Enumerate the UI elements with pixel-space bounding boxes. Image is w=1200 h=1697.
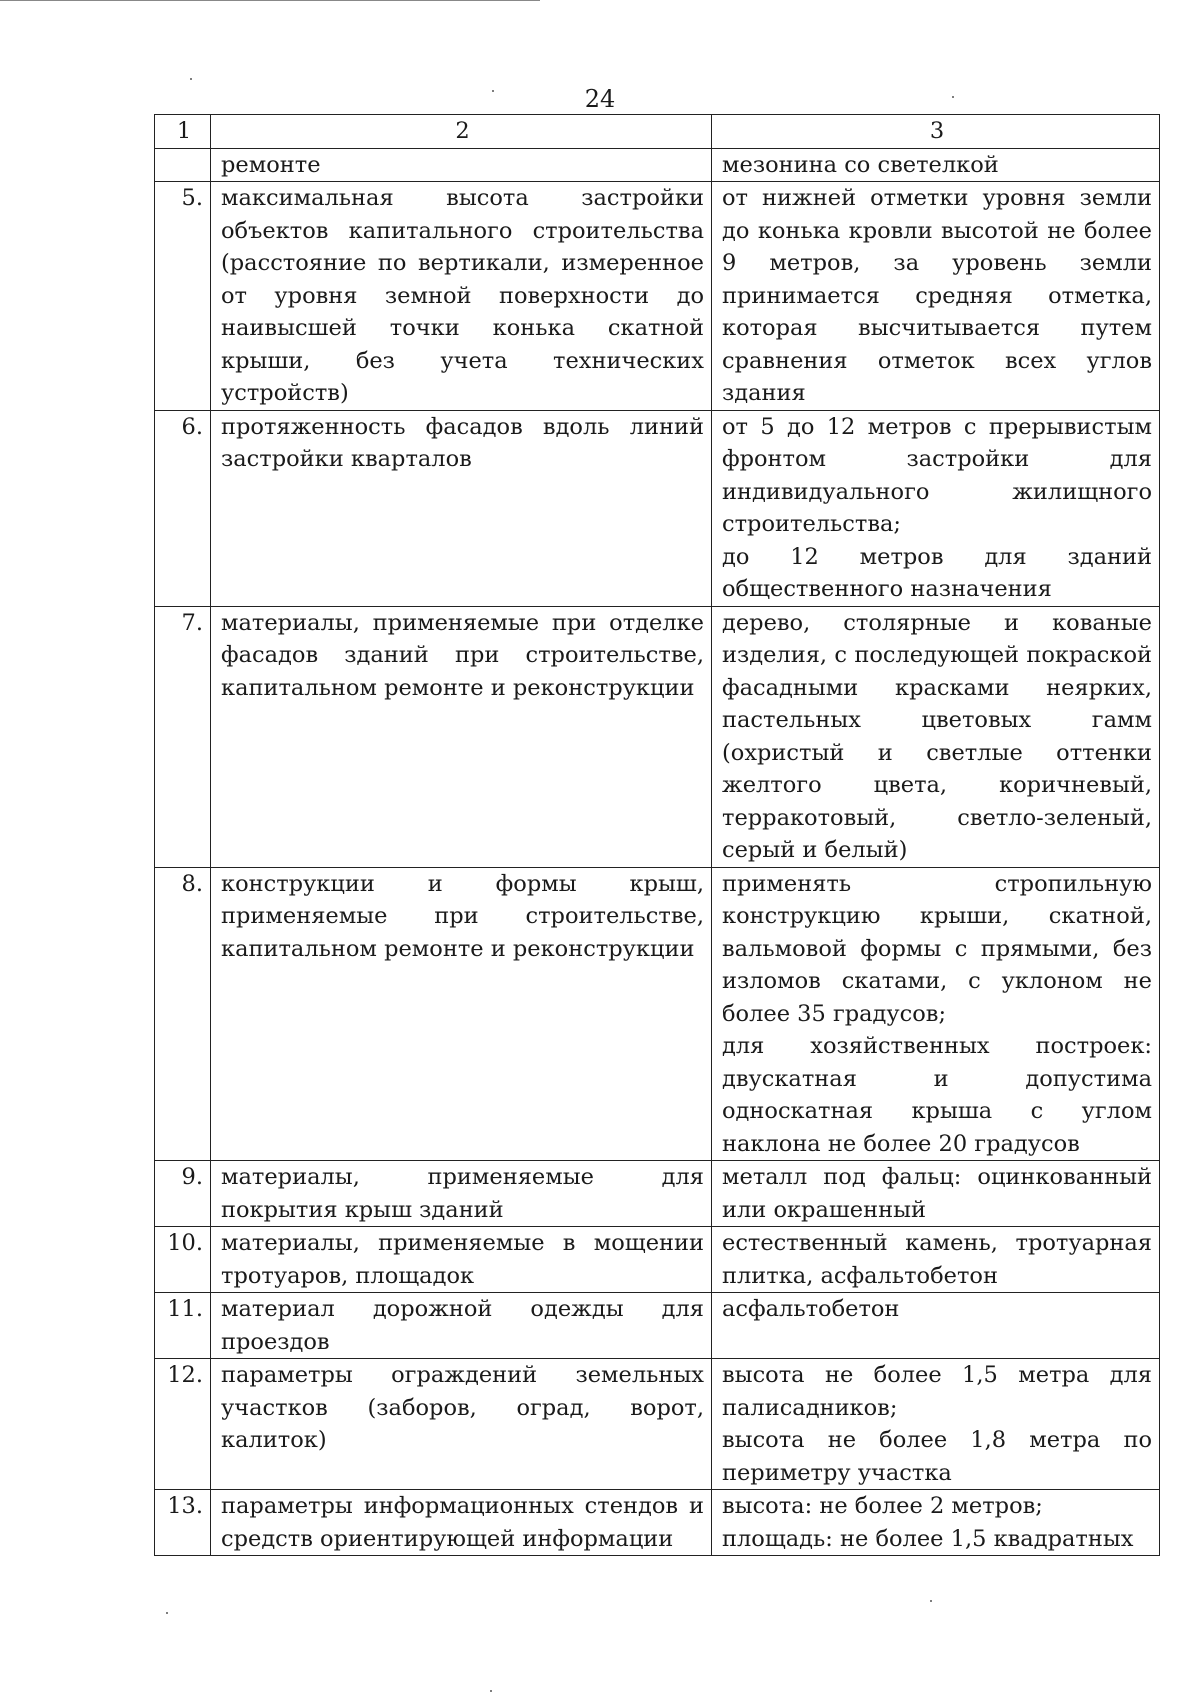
scan-speck	[952, 96, 954, 98]
requirements-table	[154, 114, 1160, 1556]
table-row	[155, 182, 1160, 411]
value-line: для хозяйственных построек: двускатная и допустима односкатная крыша с углом наклона не более 20 градусов	[722, 1033, 1152, 1157]
row-number: 8.	[155, 867, 211, 1161]
value-cell: естественный камень, тротуарная плитка, асфальтобетон	[712, 1227, 1160, 1293]
parameter-cell: материалы, применяемые для покрытия крыш зданий	[211, 1161, 712, 1227]
table-row	[155, 606, 1160, 867]
value-cell: асфальтобетон	[712, 1293, 1160, 1359]
row-number: 12.	[155, 1359, 211, 1490]
value-line: высота: не более 2 метров;	[722, 1493, 1043, 1519]
row-number: 5.	[155, 182, 211, 411]
parameter-cell: материалы, применяемые при отделке фасадов зданий при строительстве, капитальном ремонте и реконструкции	[211, 606, 712, 867]
value-cell: дерево, столярные и кованые изделия, с последующей покраской фасадными красками неярких, пастельных цветовых гамм (охристый и светлые оттенки желтого цвета, коричневый, терракотовый, светло-зеленый, серый и белый)	[712, 606, 1160, 867]
table-row	[155, 148, 1160, 182]
scan-speck	[166, 1612, 168, 1614]
row-number: 13.	[155, 1490, 211, 1556]
parameter-cell: материал дорожной одежды для проездов	[211, 1293, 712, 1359]
scan-artifact-line	[0, 0, 540, 1]
value-line: до 12 метров для зданий общественного назначения	[722, 543, 1152, 602]
page-number: 24	[584, 85, 616, 113]
scan-speck	[490, 1690, 492, 1692]
value-line: высота не более 1,8 метра по периметру участка	[722, 1427, 1152, 1486]
value-line: высота не более 1,5 метра для палисадников;	[722, 1362, 1152, 1421]
row-number: 6.	[155, 410, 211, 606]
table-row	[155, 1227, 1160, 1293]
parameter-cell: ремонте	[211, 148, 712, 182]
parameter-cell: параметры информационных стендов и средств ориентирующей информации	[211, 1490, 712, 1556]
value-cell	[712, 1359, 1160, 1490]
parameter-cell: параметры ограждений земельных участков (заборов, оград, ворот, калиток)	[211, 1359, 712, 1490]
header-cell-1: 1	[155, 115, 211, 149]
table-row	[155, 1490, 1160, 1556]
value-line: площадь: не более 1,5 квадратных	[722, 1525, 1134, 1552]
table-row	[155, 410, 1160, 606]
row-number: 10.	[155, 1227, 211, 1293]
table-row	[155, 1293, 1160, 1359]
value-cell	[712, 1490, 1160, 1556]
table-row	[155, 1161, 1160, 1227]
parameter-cell: протяженность фасадов вдоль линий застройки кварталов	[211, 410, 712, 606]
row-number: 9.	[155, 1161, 211, 1227]
table-header-row	[155, 115, 1160, 149]
value-cell	[712, 867, 1160, 1161]
value-cell: от нижней отметки уровня земли до конька кровли высотой не более 9 метров, за уровень земли принимается средняя отметка, которая высчитывается путем сравнения отметок всех углов здания	[712, 182, 1160, 411]
parameter-cell: материалы, применяемые в мощении тротуаров, площадок	[211, 1227, 712, 1293]
parameter-cell: максимальная высота застройки объектов капитального строительства (расстояние по вертикали, измеренное от уровня земной поверхности до наивысшей точки конька скатной крыши, без учета технических устройств)	[211, 182, 712, 411]
parameter-cell: конструкции и формы крыш, применяемые при строительстве, капитальном ремонте и реконструкции	[211, 867, 712, 1161]
header-cell-3: 3	[712, 115, 1160, 149]
value-cell: металл под фальц: оцинкованный или окрашенный	[712, 1161, 1160, 1227]
value-line: от 5 до 12 метров с прерывистым фронтом застройки для индивидуального жилищного строительства;	[722, 413, 1152, 537]
value-cell	[712, 410, 1160, 606]
row-number: 11.	[155, 1293, 211, 1359]
table-row	[155, 867, 1160, 1161]
header-cell-2: 2	[211, 115, 712, 149]
value-cell: мезонина со светелкой	[712, 148, 1160, 182]
value-line: применять стропильную конструкцию крыши, скатной, вальмовой формы с прямыми, без изломов скатами, с уклоном не более 35 градусов;	[722, 870, 1152, 1027]
scan-speck	[190, 78, 192, 80]
scan-speck	[930, 1600, 932, 1602]
row-number: 7.	[155, 606, 211, 867]
row-number	[155, 148, 211, 182]
scan-speck	[492, 90, 494, 92]
table-row	[155, 1359, 1160, 1490]
